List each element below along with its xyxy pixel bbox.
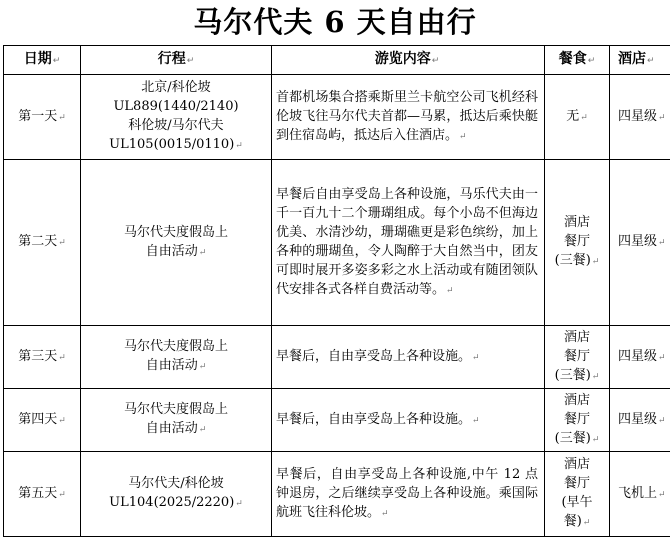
header-route: 行程↵ <box>81 46 272 75</box>
meal-cell <box>545 452 610 537</box>
meal-line: (三餐)↵ <box>554 367 600 383</box>
meal-line: (早午 <box>561 495 593 510</box>
page-title: 马尔代夫 6 天自由行 <box>193 5 477 39</box>
day-label: 第二天 <box>18 234 58 249</box>
route-line: UL104(2025/2220)↵ <box>109 495 243 510</box>
paragraph-mark: ↵ <box>235 141 243 151</box>
paragraph-mark: ↵ <box>381 508 389 519</box>
route-cell <box>81 75 272 160</box>
itinerary-table-wrapper <box>3 45 670 537</box>
paragraph-mark: ↵ <box>58 415 66 426</box>
content-text: 早餐后，自由享受岛上各种设施。↵ <box>276 411 480 427</box>
meal-line: 酒店 <box>563 215 590 230</box>
content-cell <box>272 160 545 326</box>
content-text: 首都机场集合搭乘斯里兰卡航空公司飞机经科伦坡飞往马尔代夫首都—马累，抵达后乘快艇到住宿岛屿，抵达后入住酒店。↵ <box>276 89 538 143</box>
meal-cell <box>545 75 610 160</box>
paragraph-mark: ↵ <box>658 112 666 123</box>
hotel-label: 四星级 <box>618 348 658 364</box>
meal-line: 餐厅 <box>563 234 590 249</box>
paragraph-mark: ↵ <box>58 352 66 363</box>
content-cell <box>272 75 545 160</box>
day-cell <box>4 326 81 389</box>
route-line: 自由活动↵ <box>145 243 207 259</box>
route-line: 马尔代夫度假岛上 <box>123 224 228 240</box>
header-content: 游览内容↵ <box>272 46 545 75</box>
meal-line: (三餐)↵ <box>554 430 600 446</box>
paragraph-mark: ↵ <box>582 518 591 528</box>
meal-line: (三餐)↵ <box>554 253 600 268</box>
route-cell <box>81 452 272 537</box>
hotel-cell <box>610 452 670 537</box>
paragraph-mark: ↵ <box>658 352 666 363</box>
content-cell <box>272 389 545 452</box>
meal-line: 无↵ <box>566 108 588 124</box>
hotel-label: 飞机上 <box>618 485 658 501</box>
meal-line: 餐厅 <box>563 411 590 427</box>
meal-line: 酒店 <box>563 329 590 345</box>
content-cell <box>272 326 545 389</box>
content-cell <box>272 452 545 537</box>
paragraph-mark: ↵ <box>658 238 666 248</box>
header-meal: 餐食↵ <box>545 46 610 75</box>
table-row <box>4 160 670 326</box>
paragraph-mark: ↵ <box>472 352 480 363</box>
day-label: 第一天 <box>18 108 58 124</box>
route-line: 北京/科伦坡 <box>141 80 211 95</box>
day-cell <box>4 160 81 326</box>
day-cell <box>4 75 81 160</box>
table-row <box>4 75 670 160</box>
meal-line: 酒店 <box>563 457 590 472</box>
day-label: 第四天 <box>18 411 58 427</box>
paragraph-mark: ↵ <box>580 112 588 123</box>
header-hotel: 酒店↵ <box>610 46 670 75</box>
table-header-row <box>4 46 670 75</box>
route-line: UL105(0015/0110)↵ <box>109 137 243 152</box>
route-line: 自由活动↵ <box>145 358 207 373</box>
itinerary-table <box>3 45 670 537</box>
route-line: 马尔代夫/科伦坡 <box>128 476 224 491</box>
content-text: 早餐后，自由享受岛上各种设施。↵ <box>276 348 480 364</box>
hotel-cell <box>610 75 670 160</box>
paragraph-mark: ↵ <box>198 247 207 258</box>
paragraph-mark: ↵ <box>58 489 66 500</box>
hotel-label: 四星级 <box>618 108 658 124</box>
hotel-cell <box>610 160 670 326</box>
day-label: 第三天 <box>18 348 58 364</box>
day-cell <box>4 389 81 452</box>
day-cell <box>4 452 81 537</box>
route-cell <box>81 326 272 389</box>
hotel-cell <box>610 326 670 389</box>
table-row <box>4 389 670 452</box>
content-text: 早餐后，自由享受岛上各种设施,中午 12 点钟退房，之后继续享受岛上各种设施。乘国际航班飞往科伦坡。↵ <box>276 466 538 520</box>
route-line: UL889(1440/2140) <box>113 99 239 114</box>
paragraph-mark: ↵ <box>58 112 66 123</box>
paragraph-mark: ↵ <box>446 285 454 296</box>
meal-line: 餐厅 <box>563 348 590 364</box>
route-line: 马尔代夫度假岛上 <box>123 402 228 417</box>
route-line: 马尔代夫度假岛上 <box>123 339 228 354</box>
day-label: 第五天 <box>18 485 58 501</box>
paragraph-mark: ↵ <box>198 425 207 435</box>
content-text: 早餐后自由享受岛上各种设施，马乐代夫由一千一百九十二个珊瑚组成。每个小岛不但海边优美、水清沙幼，珊瑚礁更是彩色缤纷，加上各种的珊瑚鱼，令人陶醉于大自然当中，团友可即时展开多姿多彩之水上活动或有随团领队代安排各式各样自费活动等。↵ <box>276 186 538 297</box>
paragraph-mark: ↵ <box>58 238 66 248</box>
paragraph-mark: ↵ <box>459 131 467 142</box>
hotel-label: 四星级 <box>618 234 658 249</box>
hotel-cell <box>610 389 670 452</box>
route-cell <box>81 160 272 326</box>
paragraph-mark: ↵ <box>658 489 666 500</box>
header-date: 日期↵ <box>4 46 81 75</box>
meal-cell <box>545 389 610 452</box>
table-row <box>4 452 670 537</box>
meal-line: 酒店 <box>563 392 590 408</box>
paragraph-mark: ↵ <box>591 257 600 267</box>
paragraph-mark: ↵ <box>658 415 666 426</box>
paragraph-mark: ↵ <box>198 362 207 372</box>
meal-cell <box>545 160 610 326</box>
hotel-label: 四星级 <box>618 411 658 427</box>
paragraph-mark: ↵ <box>235 499 243 509</box>
table-row <box>4 326 670 389</box>
paragraph-mark: ↵ <box>472 415 480 426</box>
route-line: 科伦坡/马尔代夫 <box>128 118 224 133</box>
route-cell <box>81 389 272 452</box>
paragraph-mark: ↵ <box>591 371 600 382</box>
table-body <box>4 75 670 537</box>
meal-line: 餐厅 <box>563 476 590 491</box>
paragraph-mark: ↵ <box>591 434 600 445</box>
meal-cell <box>545 326 610 389</box>
route-line: 自由活动↵ <box>145 421 207 436</box>
meal-line: 餐)↵ <box>563 514 591 529</box>
